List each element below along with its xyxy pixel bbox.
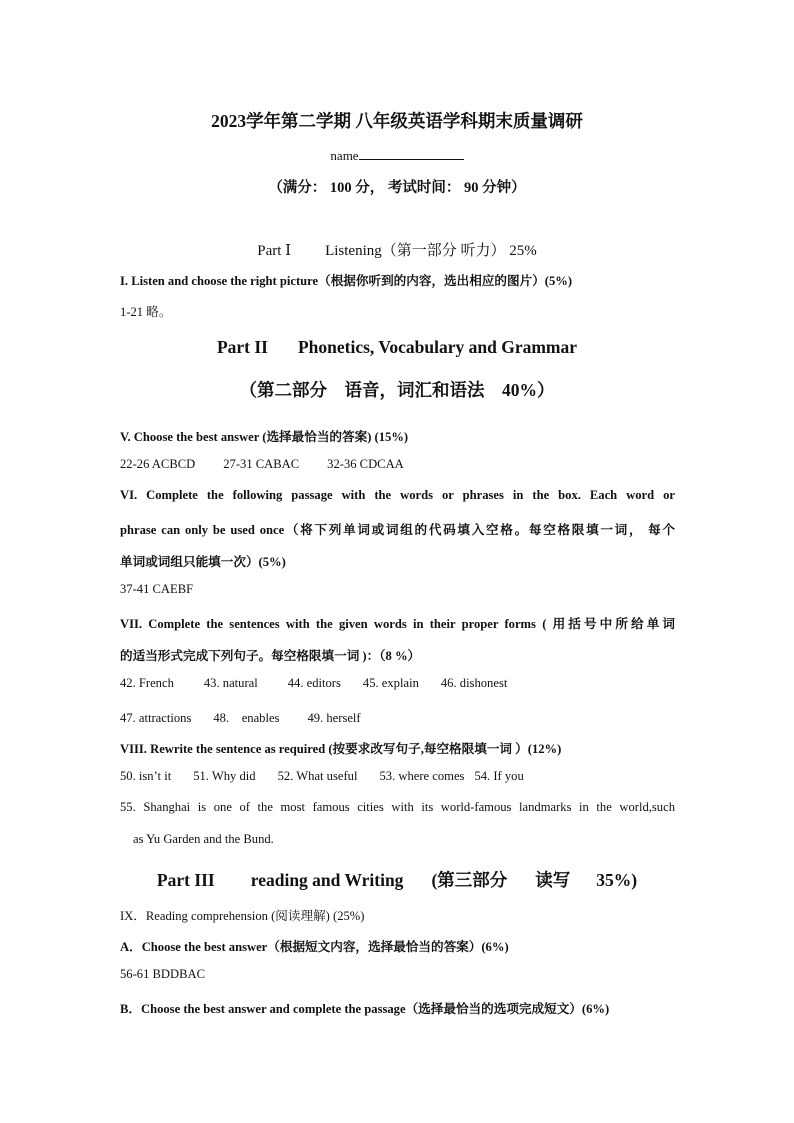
name-field [0, 146, 794, 164]
section-9-heading: IX．Reading comprehension (阅读理解) (25%) [120, 909, 365, 923]
part3-title: reading and Writing [250, 870, 404, 890]
answer-item: 50. isn’t it [120, 769, 172, 783]
answer-item: 42. French [120, 676, 174, 690]
answer-item: 51. Why did [193, 769, 256, 783]
section-7-heading-line2: 的适当形式完成下列句子。每空格限填一词 )：（8 %） [120, 649, 421, 663]
answer-item: 46. dishonest [440, 676, 508, 690]
answer-item: 54. If you [474, 769, 524, 783]
part1-title: Listening（第一部分 听力） 25% [325, 243, 537, 259]
answer-55-line1: 55. Shanghai is one of the most famous cities with its world-famous landmarks in the world,such [120, 800, 675, 814]
section-7-answers-row1 [120, 676, 507, 691]
part3-label: Part III [156, 870, 215, 890]
part2-heading [0, 337, 794, 358]
part1-heading [0, 239, 794, 260]
section-a-heading: A．Choose the best answer（根据短文内容，选择最恰当的答案）(6%) [120, 940, 509, 954]
section-b-heading: B．Choose the best answer and complete the passage（选择最恰当的选项完成短文）(6%) [120, 1002, 610, 1016]
answer-item: 45. explain [362, 676, 419, 690]
section-6-heading-line3: 单词或词组只能填一次）(5%) [120, 555, 286, 569]
section-7-heading-line1: VII. Complete the sentences with the given words in their proper forms ( 用括号中所给单词 [120, 617, 675, 631]
section-6-heading-line1: VI. Complete the following passage with the words or phrases in the box. Each word or [120, 488, 675, 502]
section-8-answers-row1 [120, 769, 524, 784]
section-5-answers [120, 457, 404, 472]
answer-55-line2: as Yu Garden and the Bund. [133, 832, 274, 846]
section-6-answer: 37-41 CAEBF [120, 582, 194, 596]
answer-item: 52. What useful [277, 769, 358, 783]
section-7-answers-row2 [120, 707, 361, 726]
section-1-heading: I. Listen and choose the right picture（根据你听到的内容，选出相应的图片）(5%) [120, 274, 573, 288]
answer-item: 44. editors [287, 676, 341, 690]
answer-item: 53. where comes [379, 769, 465, 783]
answer-item: 49. herself [307, 711, 361, 725]
section-5-heading: V. Choose the best answer (选择最恰当的答案) (15%) [120, 430, 409, 444]
answer-item: 47. attractions [120, 711, 192, 725]
section-1-answer: 1-21 略。 [120, 305, 172, 319]
score-info: （满分： 100 分， 考试时间： 90 分钟） [268, 180, 526, 196]
part1-label: Part Ⅰ [257, 243, 292, 259]
page-title: 2023学年第二学期 八年级英语学科期末质量调研 [211, 111, 583, 131]
section-8-heading: VIII. Rewrite the sentence as required (按要求改写句子,每空格限填一词 ）(12%) [120, 742, 562, 756]
part2-title: Phonetics, Vocabulary and Grammar [297, 337, 578, 357]
part2-label: Part II [216, 337, 268, 357]
answer-item: 43. natural [203, 676, 258, 690]
answer-item: 48. enables [213, 711, 280, 725]
answer-group: 32-36 CDCAA [327, 457, 404, 471]
part3-subtitle-2: 读写 [535, 870, 571, 890]
part2-subtitle: （第二部分 语音，词汇和语法 40%） [239, 380, 555, 400]
part3-percent: 35%) [596, 870, 638, 890]
part3-heading [0, 867, 794, 892]
answer-group: 22-26 ACBCD [120, 457, 196, 471]
section-6-heading-line2: phrase can only be used once（将下列单词或词组的代码填入空格。每空格限填一词， 每个 [120, 523, 675, 537]
section-a-answer: 56-61 BDDBAC [120, 967, 206, 981]
name-blank-line [359, 146, 464, 160]
name-label: name [330, 148, 359, 163]
part3-subtitle: (第三部分 [431, 870, 508, 890]
answer-group: 27-31 CABAC [223, 457, 300, 471]
